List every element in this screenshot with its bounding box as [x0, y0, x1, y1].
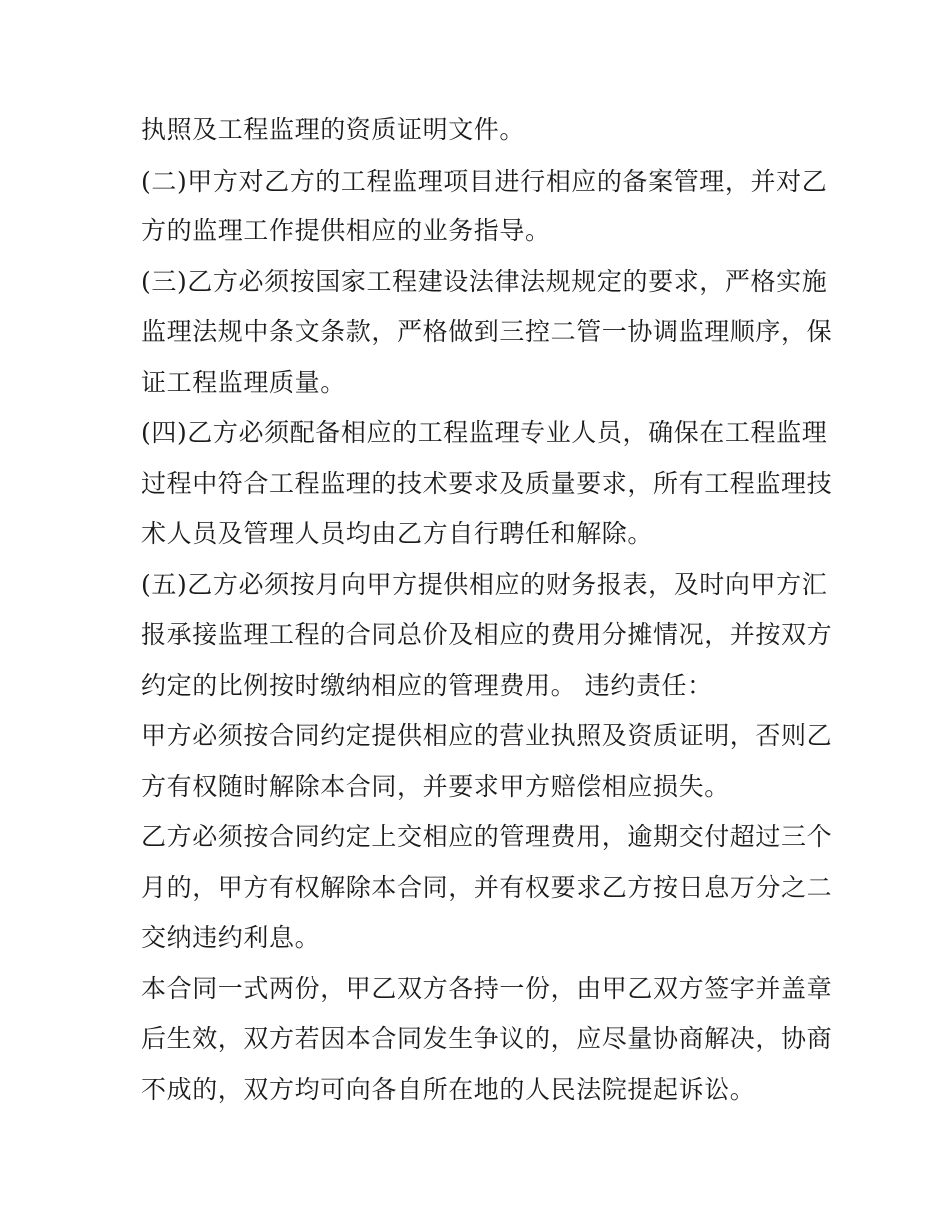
- text-line: 方有权随时解除本合同，并要求甲方赔偿相应损失。: [141, 772, 730, 801]
- text-line: 执照及工程监理的资质证明文件。: [141, 115, 526, 144]
- text-line: 方的监理工作提供相应的业务指导。: [141, 216, 551, 245]
- text-line: 月的，甲方有权解除本合同，并有权要求乙方按日息万分之二: [141, 873, 833, 902]
- text-line: 本合同一式两份，甲乙双方各持一份，由甲乙双方签字并盖章: [141, 974, 833, 1003]
- text-line: 监理法规中条文条款，严格做到三控二管一协调监理顺序，保: [141, 317, 833, 346]
- text-line: (五)乙方必须按月向甲方提供相应的财务报表，及时向甲方汇: [141, 570, 828, 599]
- text-line: 不成的，双方均可向各自所在地的人民法院提起诉讼。: [141, 1075, 756, 1104]
- text-line: 甲方必须按合同约定提供相应的营业执照及资质证明，否则乙: [141, 721, 833, 750]
- text-line: (三)乙方必须按国家工程建设法律法规规定的要求，严格实施: [141, 267, 828, 296]
- text-line: 交纳违约利息。: [141, 923, 321, 952]
- text-line: 报承接监理工程的合同总价及相应的费用分摊情况，并按双方: [141, 620, 833, 649]
- text-line: 过程中符合工程监理的技术要求及质量要求，所有工程监理技: [141, 469, 833, 498]
- text-line: 证工程监理质量。: [141, 368, 346, 397]
- text-line: 后生效，双方若因本合同发生争议的，应尽量协商解决，协商: [141, 1024, 833, 1053]
- text-line: (二)甲方对乙方的工程监理项目进行相应的备案管理，并对乙: [141, 167, 828, 196]
- text-line: 乙方必须按合同约定上交相应的管理费用，逾期交付超过三个: [141, 822, 833, 851]
- text-line: (四)乙方必须配备相应的工程监理专业人员，确保在工程监理: [141, 418, 828, 447]
- text-line: 约定的比例按时缴纳相应的管理费用。 违约责任：: [141, 671, 713, 700]
- text-line: 术人员及管理人员均由乙方自行聘任和解除。: [141, 519, 654, 548]
